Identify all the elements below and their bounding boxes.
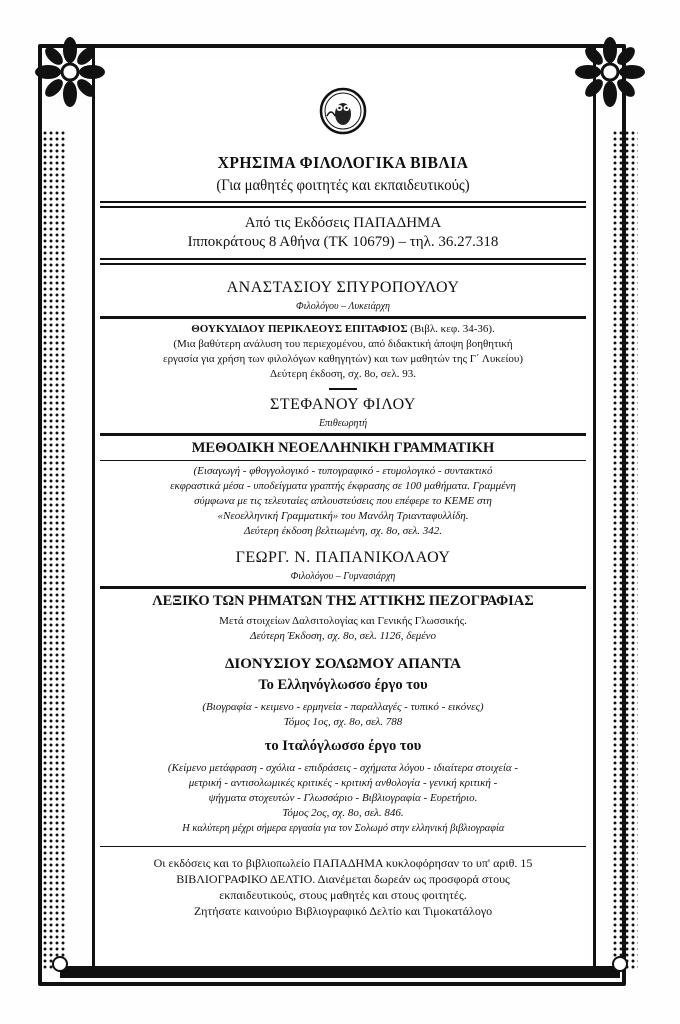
catalog-content — [100, 86, 586, 919]
page-subtitle: (Για μαθητές φοιτητές και εκπαιδευτικούς) — [216, 177, 470, 194]
book-entry — [100, 322, 586, 337]
author-role: Φιλολόγου – Γυμνασιάρχη — [290, 571, 396, 582]
footer-line: εκπαιδευτικούς, στους μαθητές και στους φοιτητές. — [219, 888, 467, 902]
collection-note-text: Η καλύτερη μέχρι σήμερα εργασία για τον Σολωμό στην ελληνική βιβλιογραφία — [182, 822, 504, 834]
collection-note — [100, 821, 586, 836]
section-rule — [100, 316, 586, 319]
publisher-name: Από τις Εκδόσεις ΠΑΠΑΔΗΜΑ — [244, 215, 442, 231]
footer-line: ΒΙΒΛΙΟΓΡΑΦΙΚΟ ΔΕΛΤΙΟ. Διανέμεται δωρεάν ως προσφορά στους — [176, 872, 510, 886]
short-divider — [329, 388, 357, 390]
volume-edition: Τόμος 2ος, σχ. 8ο, σελ. 846. — [282, 807, 404, 819]
volume-description: (Κείμενο μετάφραση - σχόλια - επιδράσεις - σχήματα λόγου - ιδιαίτερα στοιχεία - — [167, 762, 519, 774]
book-title: ΛΕΞΙΚΟ ΤΩΝ ΡΗΜΑΤΩΝ ΤΗΣ ΑΤΤΙΚΗΣ ΠΕΖΟΓΡΑΦΙΑΣ — [152, 593, 534, 609]
top-left-flower-ornament-icon — [34, 36, 106, 108]
bottom-left-ring-ornament-icon — [52, 956, 68, 972]
book-description: εκφραστικά μέσα - υποδείγματα γραπτής έκφρασης σε 100 μαθήματα. Γραμμένη — [170, 480, 516, 492]
bottom-right-ring-ornament-icon — [612, 956, 628, 972]
footer-text — [100, 855, 586, 919]
volume-description: (Βιογραφία - κειμενο - ερμηνεία - παραλλαγές - τυπικό - εικόνες) — [202, 701, 484, 713]
publisher-address: Ιπποκράτους 8 Αθήνα (ΤΚ 10679) – τηλ. 36.27.318 — [187, 234, 499, 250]
bottom-frame-bar — [60, 966, 620, 978]
footer-line: Οι εκδόσεις και το βιβλιοπωλείο ΠΑΠΑΔΗΜΑ κυκλοφόρησαν το υπ' αριθ. 15 — [153, 856, 533, 870]
book-edition: Δεύτερη έκδοση βελτιωμένη, σχ. 8ο, σελ. 342. — [243, 525, 443, 537]
book-title: ΘΟΥΚΥΔΙΔΟΥ ΠΕΡΙΚΛΕΟΥΣ ΕΠΙΤΑΦΙΟΣ — [191, 323, 408, 335]
footer-line: Ζητήσατε καινούριο Βιβλιογραφικό Δελτίο και Τιμοκατάλογο — [193, 904, 493, 918]
volume-description: ψήγματα στοχευτών - Γλωσσάριο - Βιβλιογραφία - Ευρετήριο. — [208, 792, 478, 804]
book-description: (Μια βαθύτερη ανάλυση του περιεχομένου, από διδακτική άποψη βοηθητική — [173, 338, 513, 350]
volume-title: το Ιταλόγλωσσο έργο του — [264, 738, 422, 754]
volume-edition: Τόμος 1ος, σχ. 8ο, σελ. 788 — [283, 716, 403, 728]
volume-title: Το Ελληνόγλωσσο έργο του — [258, 677, 428, 693]
book-title: ΜΕΘΟΔΙΚΗ ΝΕΟΕΛΛΗΝΙΚΗ ΓΡΑΜΜΑΤΙΚΗ — [191, 440, 495, 456]
section-rule — [100, 586, 586, 589]
page-title: ΧΡΗΣΙΜΑ ΦΙΛΟΛΟΓΙΚΑ ΒΙΒΛΙΑ — [217, 153, 469, 172]
section-rule — [100, 460, 586, 461]
book-edition: Δεύτερη Έκδοση, σχ. 8ο, σελ. 1126, δεμένο — [249, 630, 436, 642]
double-rule — [100, 201, 586, 208]
author-name: ΓΕΩΡΓ. Ν. ΠΑΠΑΝΙΚΟΛΑΟΥ — [235, 549, 451, 566]
book-edition: Δεύτερη έκδοση, σχ. 8ο, σελ. 93. — [270, 368, 416, 380]
right-dotted-border — [612, 130, 638, 970]
left-dotted-border — [42, 130, 66, 970]
book-description: σύμφωνα με τις τελευταίες απλουστεύσεις που επέφερε το ΚΕΜΕ στη — [194, 495, 492, 507]
book-description: εργασία για χρήση των φιλολόγων καθηγητών) και των μαθητών της Γ΄ Λυκείου) — [162, 353, 524, 365]
volume-description: μετρική - αντισολωμικές κριτικές - κριτική ανθολογία - γενική κριτική - — [188, 777, 498, 789]
author-name: ΑΝΑΣΤΑΣΙΟΥ ΣΠΥΡΟΠΟΥΛΟΥ — [226, 279, 460, 296]
double-rule — [100, 258, 586, 265]
owl-coin-emblem-icon — [318, 86, 368, 136]
collection-title: ΔΙΟΝΥΣΙΟΥ ΣΟΛΩΜΟΥ ΑΠΑΝΤΑ — [225, 656, 461, 672]
author-role: Φιλολόγου – Λυκειάρχη — [296, 301, 390, 312]
footer-rule — [100, 846, 586, 847]
book-description: (Εισαγωγή - φθογγολογικό - τυπογραφικό - ετυμολογικό - συντακτικό — [193, 465, 493, 477]
book-description: Μετά στοιχείων Δαλσιτολογίας και Γενικής Γλωσσικής. — [219, 615, 467, 627]
author-name: ΣΤΕΦΑΝΟΥ ΦΙΛΟΥ — [270, 396, 416, 413]
author-role: Επιθεωρητή — [318, 418, 368, 429]
book-description: «Νεοελληνική Γραμματική» του Μανόλη Τριανταφυλλίδη. — [217, 510, 469, 522]
section-rule — [100, 433, 586, 436]
book-chapters: (Βιβλ. κεφ. 34-36). — [407, 323, 495, 335]
